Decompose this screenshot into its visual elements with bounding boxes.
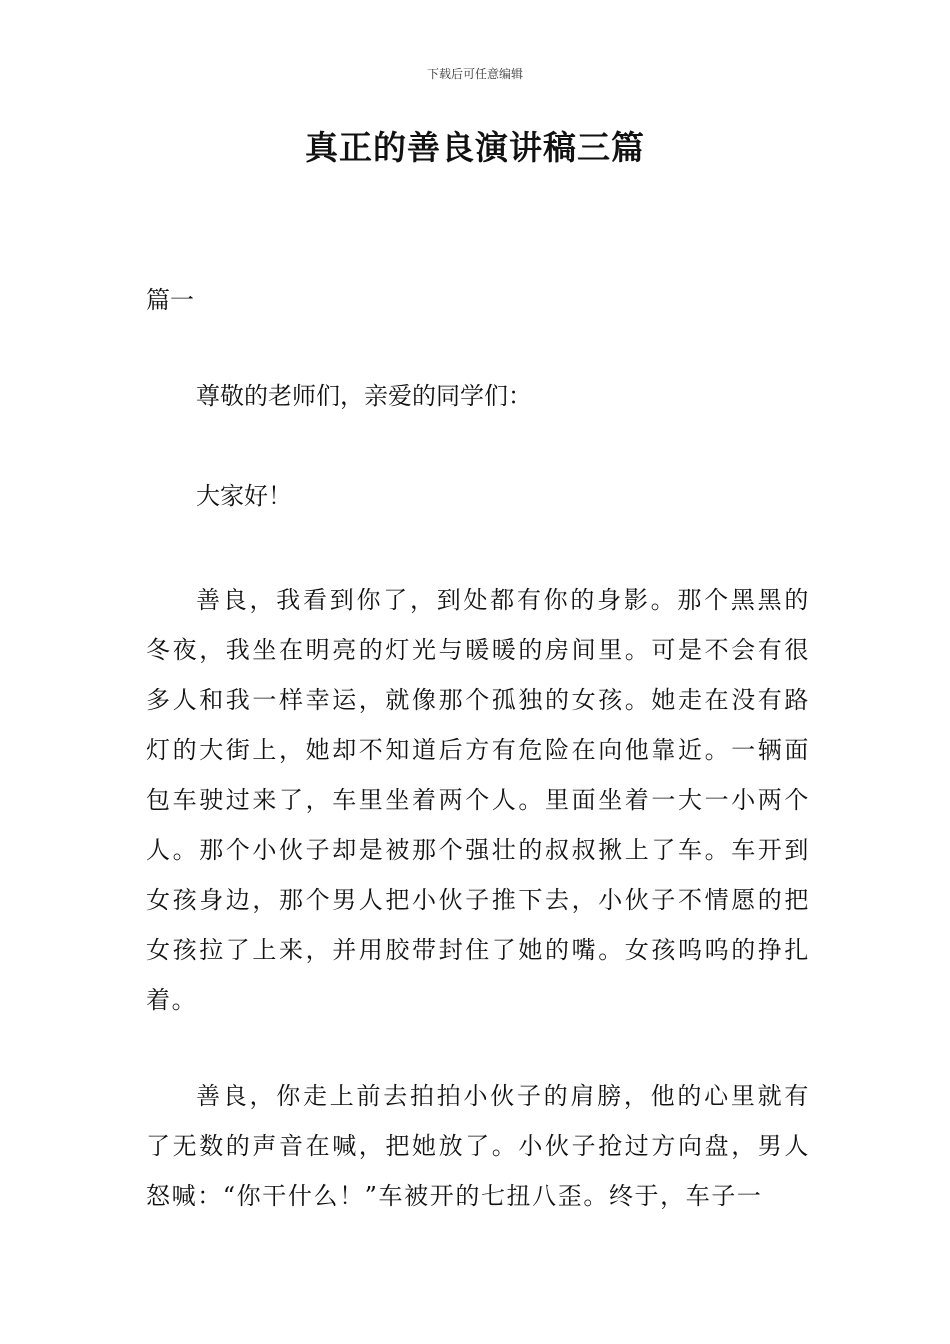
body-paragraph-1: 善良，我看到你了，到处都有你的身影。那个黑黑的冬夜，我坐在明亮的灯光与暖暖的房间里。可是不会有很多人和我一样幸运，就像那个孤独的女孩。她走在没有路灯的大街上，她却不知道后方有危险在向他靠近。一辆面包车驶过来了，车里坐着两个人。里面坐着一大一小两个人。那个小伙子却是被那个强壮的叔叔揪上了车。车开到女孩身边，那个男人把小伙子推下去，小伙子不情愿的把女孩拉了上来，并用胶带封住了她的嘴。女孩呜呜的挣扎着。	[146, 586, 810, 1014]
salutation: 尊敬的老师们，亲爱的同学们：	[196, 382, 532, 410]
header-note: 下载后可任意编辑	[426, 67, 523, 81]
section-label: 篇一	[146, 286, 194, 314]
greeting: 大家好！	[196, 482, 292, 510]
document-title: 真正的善良演讲稿三篇	[305, 128, 645, 167]
body-paragraph-2: 善良，你走上前去拍拍小伙子的肩膀，他的心里就有了无数的声音在喊，把她放了。小伙子抢过方向盘，男人怒喊：“你干什么！”车被开的七扭八歪。终于，车子一	[146, 1082, 810, 1210]
